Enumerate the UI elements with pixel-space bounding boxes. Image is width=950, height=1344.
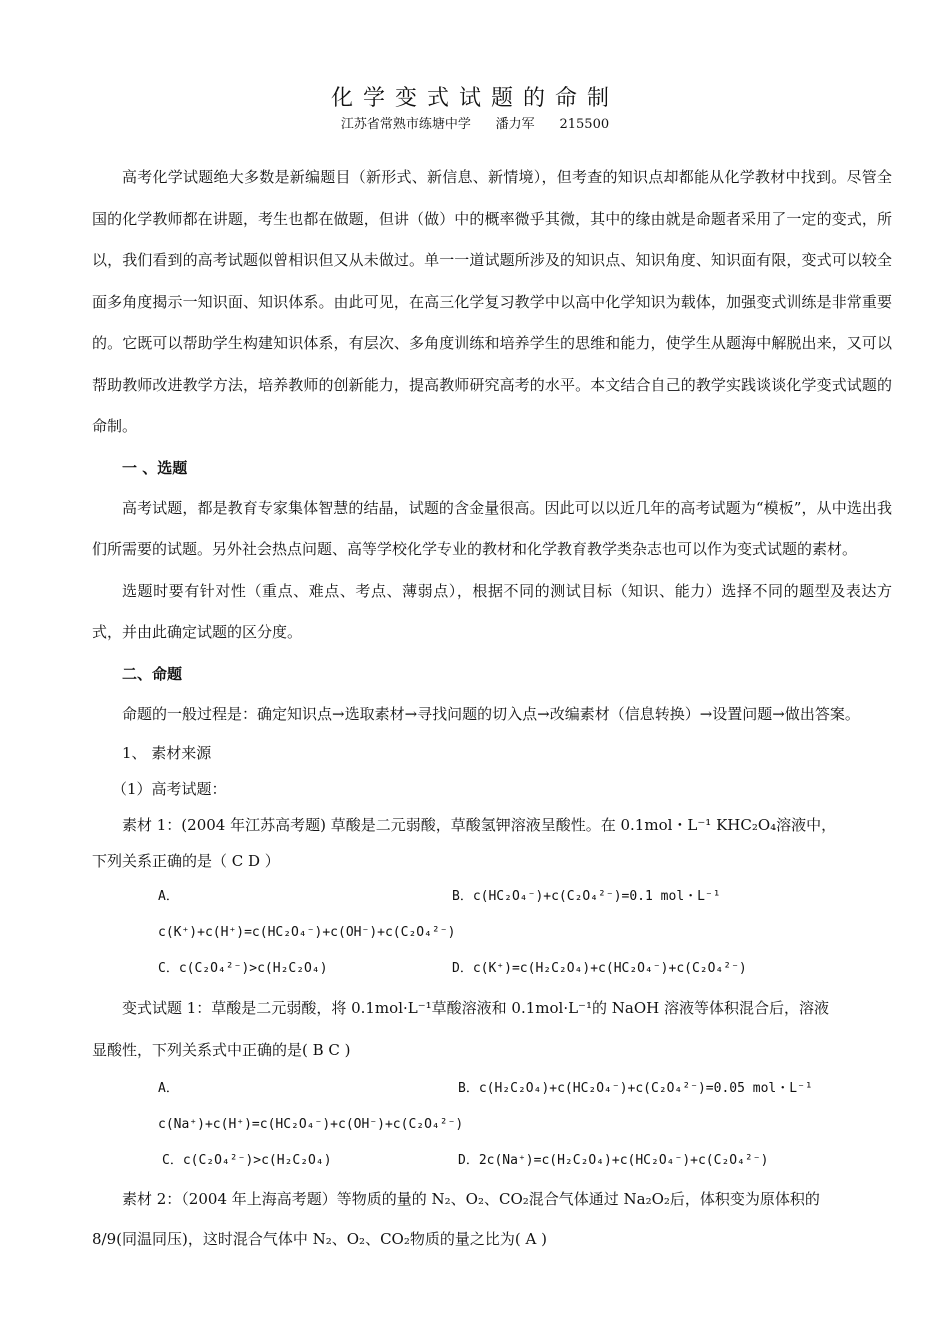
material1-options-row1	[92, 879, 892, 951]
material1-option-a: A．c(K⁺)+c(H⁺)=c(HC₂O₄⁻)+c(OH⁻)+c(C₂O₄²⁻)	[158, 889, 456, 940]
section-heading-compose: 二、命题	[122, 664, 183, 683]
section1-paragraph-2: 选题时要有针对性（重点、难点、考点、薄弱点），根据不同的测试目标（知识、能力）选择不同的题型及表达方式，并由此确定试题的区分度。	[92, 581, 892, 641]
section-heading-select: 一 、选题	[122, 458, 188, 477]
material1-question-line2: 下列关系正确的是（ C D ）	[92, 852, 280, 870]
subsection-heading-exam: （1）高考试题：	[112, 780, 227, 798]
material1-option-b: B．c(HC₂O₄⁻)+c(C₂O₄²⁻)=0.1 mol・L⁻¹	[452, 889, 721, 904]
intro-paragraph: 高考化学试题绝大多数是新编题目（新形式、新信息、新情境），但考查的知识点却都能从化学教材中找到。尽管全国的化学教师都在讲题，考生也都在做题，但讲（做）中的概率微乎其微，其中的缘由就是命题者采用了一定的变式，所以，我们看到的高考试题似曾相识但又从未做过。单一一道试题所涉及的知识点、知识角度、知识面有限，变式可以较全面多角度揭示一知识面、知识体系。由此可见，在高三化学复习教学中以高中化学知识为载体，加强变式训练是非常重要的。它既可以帮助学生构建知识体系，有层次、多角度训练和培养学生的思维和能力，使学生从题海中解脱出来，又可以帮助教师改进教学方法，培养教师的创新能力，提高教师研究高考的水平。本文结合自己的教学实践谈谈化学变式试题的命制。	[92, 168, 892, 435]
material2-question-line2: 8/9(同温同压)，这时混合气体中 N₂、O₂、CO₂物质的量之比为( A )	[92, 1230, 547, 1248]
material2-question-line1: 素材 2：（2004 年上海高考题）等物质的量的 N₂、O₂、CO₂混合气体通过 Na₂O₂后，体积变为原体积的	[122, 1190, 820, 1208]
material1-options-row2	[92, 951, 892, 987]
variant1-option-b: B．c(H₂C₂O₄)+c(HC₂O₄⁻)+c(C₂O₄²⁻)=0.05 mol・L⁻¹	[458, 1081, 813, 1096]
variant1-options-row1	[92, 1071, 892, 1143]
variant1-option-d: D．2c(Na⁺)=c(H₂C₂O₄)+c(HC₂O₄⁻)+c(C₂O₄²⁻)	[458, 1153, 769, 1168]
variant1-option-a: A．c(Na⁺)+c(H⁺)=c(HC₂O₄⁻)+c(OH⁻)+c(C₂O₄²⁻)	[158, 1081, 464, 1132]
document-title: 化学变式试题的命制	[330, 86, 619, 111]
material1-question-line1: 素材 1：(2004 年江苏高考题) 草酸是二元弱酸，草酸氢钾溶液呈酸性。在 0.1mol・L⁻¹ KHC₂O₄溶液中，	[122, 816, 837, 834]
variant1-option-c: C．c(C₂O₄²⁻)>c(H₂C₂O₄)	[162, 1153, 332, 1168]
material1-option-c: C．c(C₂O₄²⁻)>c(H₂C₂O₄)	[158, 961, 328, 976]
variant1-question-line2: 显酸性，下列关系式中正确的是( B C )	[92, 1041, 351, 1059]
variant1-options-row2	[92, 1143, 892, 1179]
section1-paragraph-1: 高考试题，都是教育专家集体智慧的结晶，试题的含金量很高。因此可以以近几年的高考试题为“模板”，从中选出我们所需要的试题。另外社会热点问题、高等学校化学专业的教材和化学教育教学类杂志也可以作为变式试题的素材。	[92, 498, 892, 558]
section2-paragraph-1: 命题的一般过程是：确定知识点→选取素材→寻找问题的切入点→改编素材（信息转换）→设置问题→做出答案。	[122, 704, 860, 723]
document-body	[92, 157, 892, 1259]
variant1-question-line1: 变式试题 1：草酸是二元弱酸，将 0.1mol·L⁻¹草酸溶液和 0.1mol·L⁻¹的 NaOH 溶液等体积混合后，溶液	[122, 999, 829, 1017]
subsection-heading-sources: 1、 素材来源	[122, 744, 212, 762]
author-byline: 江苏省常熟市练塘中学 潘力军 215500	[340, 117, 610, 132]
material1-option-d: D．c(K⁺)=c(H₂C₂O₄)+c(HC₂O₄⁻)+c(C₂O₄²⁻)	[452, 961, 747, 976]
